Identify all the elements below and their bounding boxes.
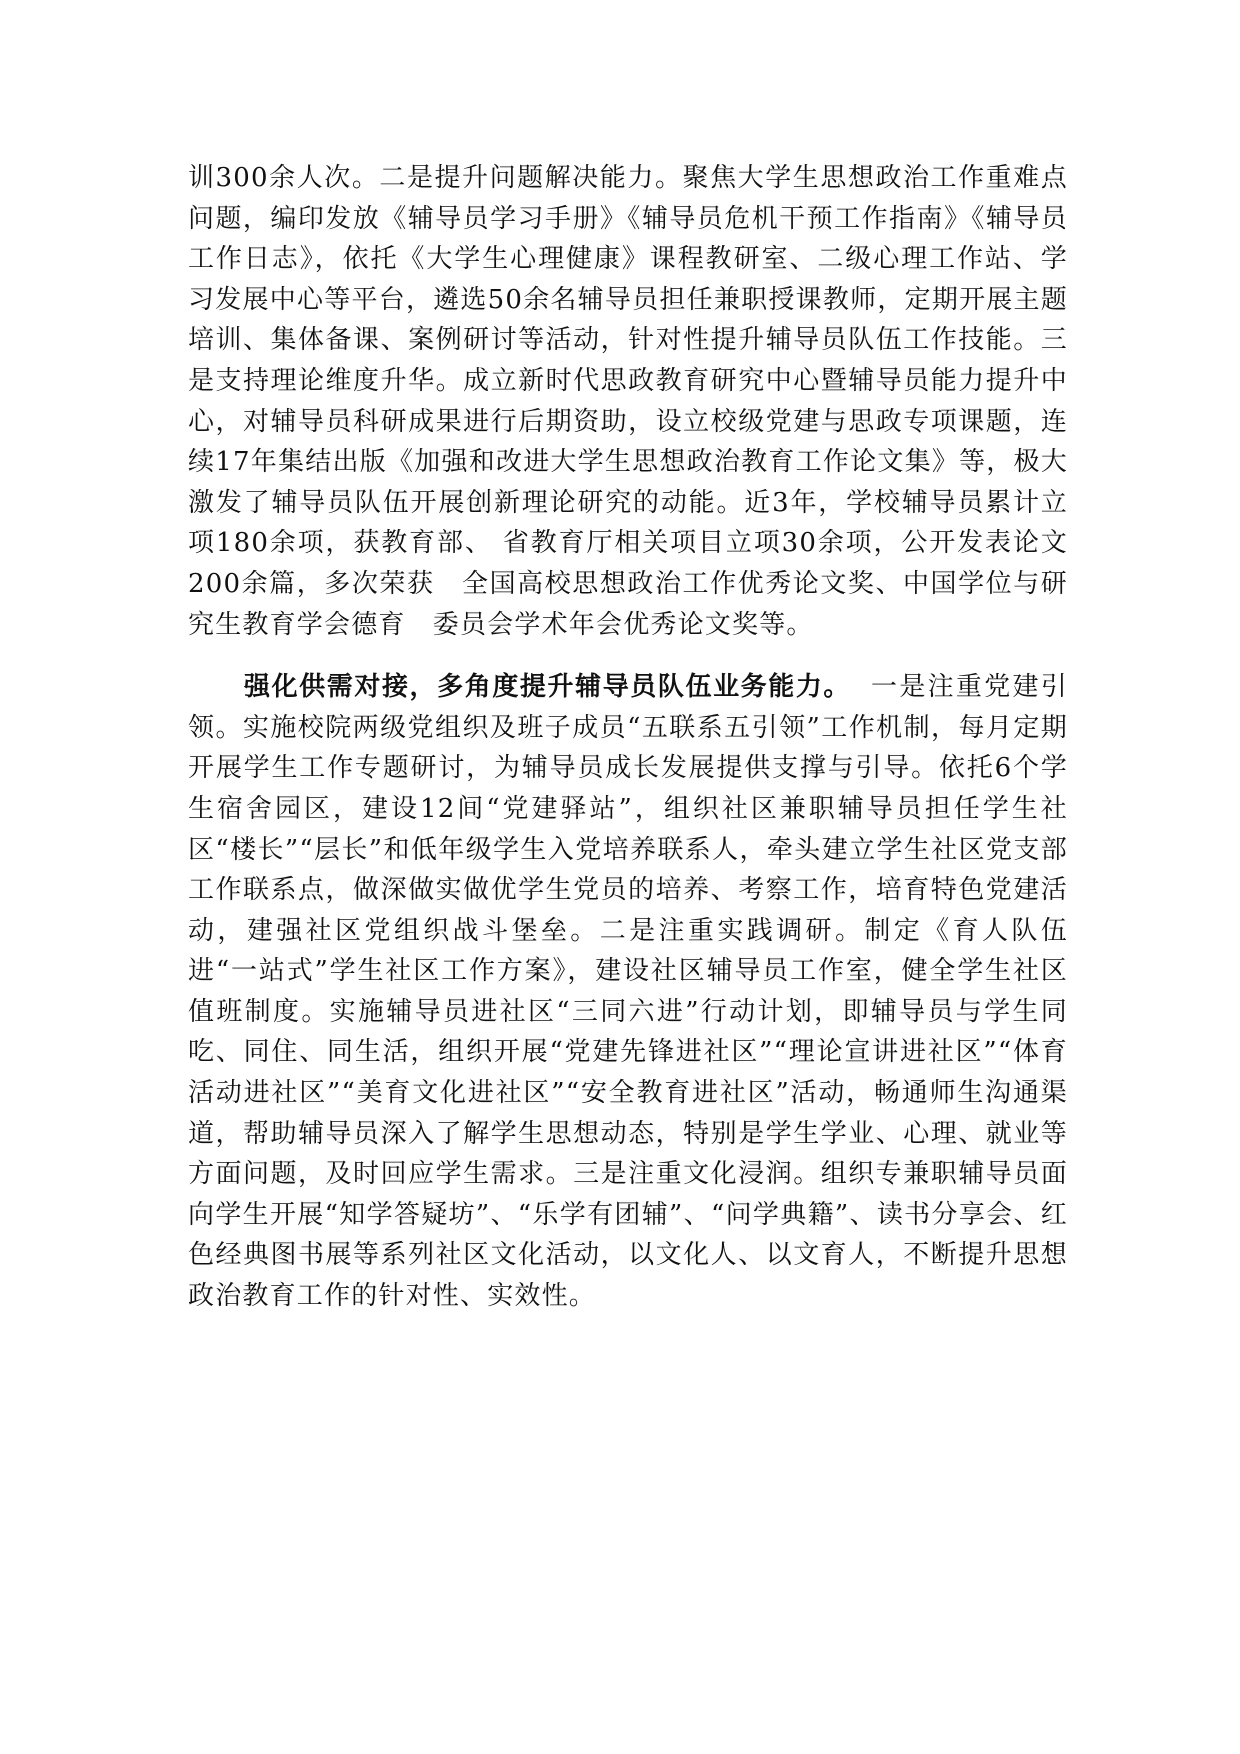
paragraph-2-body: 一是注重党建引领。实施校院两级党组织及班子成员“五联系五引领”工作机制，每月定期开展学生工作专题研讨，为辅导员成长发展提供支撑与引导。依托6个学生宿舍园区，建设12间“党建驿站”，组织社区兼职辅导员担任学生社区“楼长”“层长”和低年级学生入党培养联系人，牵头建立学生社区党支部工作联系点，做深做实做优学生党员的培养、考察工作，培育特色党建活动，建强社区党组织战斗堡垒。二是注重实践调研。制定《育人队伍进“一站式”学生社区工作方案》，建设社区辅导员工作室，健全学生社区值班制度。实施辅导员进社区“三同六进”行动计划，即辅导员与学生同吃、同住、同生活，组织开展“党建先锋进社区”“理论宣讲进社区”“体育活动进社区”“美育文化进社区”“安全教育进社区”活动，畅通师生沟通渠道，帮助辅导员深入了解学生思想动态，特别是学生学业、心理、就业等方面问题，及时回应学生需求。三是注重文化浸润。组织专兼职辅导员面向学生开展“知学答疑坊”、“乐学有团辅”、“问学典籍”、读书分享会、红色经典图书展等系列社区文化活动，以文化人、以文育人，不断提升思想政治教育工作的针对性、实效性。 xyxy=(188,672,1068,1312)
paragraph-2-heading: 强化供需对接，多角度提升辅导员队伍业务能力。 xyxy=(244,672,852,703)
paragraph-1: 训300余人次。二是提升问题解决能力。聚焦大学生思想政治工作重难点问题，编印发放《辅导员学习手册》《辅导员危机干预工作指南》《辅导员工作日志》，依托《大学生心理健康》课程教研室、二级心理工作站、学习发展中心等平台，遴选50余名辅导员担任兼职授课教师，定期开展主题培训、集体备课、案例研讨等活动，针对性提升辅导员队伍工作技能。三是支持理论维度升华。成立新时代思政教育研究中心暨辅导员能力提升中心，对辅导员科研成果进行后期资助，设立校级党建与思政专项课题，连续17年集结出版《加强和改进大学生思想政治教育工作论文集》等，极大激发了辅导员队伍开展创新理论研究的动能。近3年，学校辅导员累计立项180余项，获教育部、 省教育厅相关项目立项30余项，公开发表论文200余篇，多次荣获 全国高校思想政治工作优秀论文奖、中国学位与研究生教育学会德育 委员会学术年会优秀论文奖等。 xyxy=(188,163,1068,640)
document-body xyxy=(188,158,1068,1317)
paragraph-2 xyxy=(188,667,1068,1317)
